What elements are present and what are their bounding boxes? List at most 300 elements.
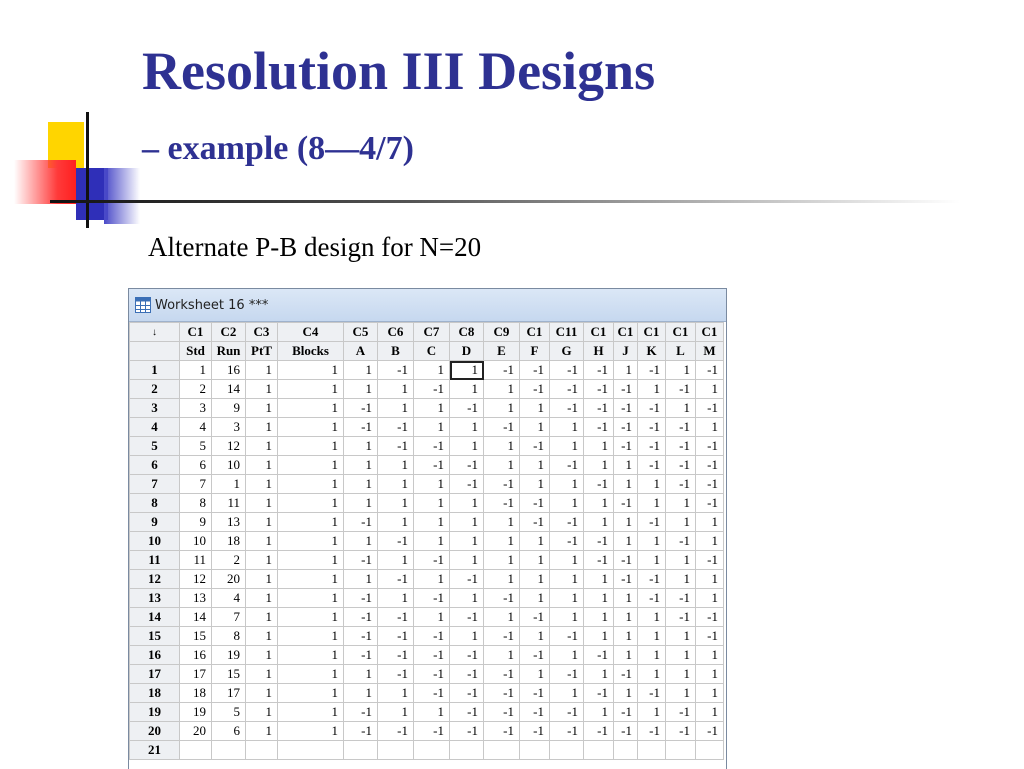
data-cell[interactable]: 1 — [696, 646, 724, 665]
data-cell[interactable]: 1 — [584, 608, 614, 627]
data-cell[interactable]: -1 — [484, 722, 520, 741]
data-cell[interactable]: 1 — [584, 589, 614, 608]
data-cell[interactable]: -1 — [344, 418, 378, 437]
row-number[interactable]: 8 — [130, 494, 180, 513]
data-cell[interactable]: -1 — [696, 608, 724, 627]
data-cell[interactable]: 1 — [614, 361, 638, 380]
data-cell[interactable]: -1 — [520, 722, 550, 741]
data-cell[interactable]: -1 — [450, 608, 484, 627]
data-cell[interactable]: 1 — [484, 399, 520, 418]
data-cell[interactable]: -1 — [520, 380, 550, 399]
data-cell[interactable]: -1 — [550, 703, 584, 722]
data-cell[interactable]: 1 — [550, 551, 584, 570]
data-cell[interactable]: 1 — [278, 570, 344, 589]
data-cell[interactable]: 1 — [520, 399, 550, 418]
row-number[interactable]: 17 — [130, 665, 180, 684]
data-cell[interactable]: 1 — [550, 646, 584, 665]
data-cell[interactable]: 1 — [666, 570, 696, 589]
data-cell[interactable]: 1 — [278, 627, 344, 646]
column-name-cell[interactable]: H — [584, 342, 614, 361]
column-header[interactable]: C1 — [180, 323, 212, 342]
data-cell[interactable]: -1 — [450, 684, 484, 703]
data-cell[interactable]: 1 — [614, 475, 638, 494]
data-cell[interactable]: -1 — [378, 437, 414, 456]
data-cell[interactable]: 1 — [378, 703, 414, 722]
data-cell[interactable]: 1 — [584, 513, 614, 532]
data-cell[interactable]: 1 — [584, 494, 614, 513]
data-cell[interactable]: 1 — [278, 551, 344, 570]
data-cell[interactable]: 1 — [378, 684, 414, 703]
data-cell[interactable]: 1 — [246, 570, 278, 589]
data-cell[interactable]: -1 — [484, 665, 520, 684]
column-header[interactable]: C9 — [484, 323, 520, 342]
data-cell[interactable]: 4 — [180, 418, 212, 437]
data-cell[interactable]: -1 — [520, 608, 550, 627]
data-cell[interactable]: 1 — [666, 399, 696, 418]
data-cell[interactable]: -1 — [584, 418, 614, 437]
data-cell[interactable]: 1 — [246, 456, 278, 475]
data-cell[interactable]: 1 — [520, 475, 550, 494]
data-cell[interactable]: 10 — [212, 456, 246, 475]
data-cell[interactable]: 1 — [246, 361, 278, 380]
data-cell[interactable]: -1 — [584, 361, 614, 380]
data-cell[interactable]: 1 — [638, 608, 666, 627]
data-cell[interactable]: -1 — [450, 722, 484, 741]
data-cell[interactable]: 1 — [550, 684, 584, 703]
data-cell[interactable]: -1 — [520, 437, 550, 456]
data-cell[interactable]: 1 — [696, 589, 724, 608]
data-cell[interactable]: -1 — [414, 551, 450, 570]
column-header[interactable]: C1 — [696, 323, 724, 342]
data-cell[interactable]: 1 — [344, 437, 378, 456]
row-number[interactable]: 4 — [130, 418, 180, 437]
data-cell[interactable]: 1 — [450, 532, 484, 551]
data-cell[interactable]: -1 — [584, 532, 614, 551]
data-cell[interactable]: -1 — [614, 722, 638, 741]
data-cell[interactable]: 1 — [278, 589, 344, 608]
column-header[interactable]: C11 — [550, 323, 584, 342]
data-cell[interactable]: 12 — [180, 570, 212, 589]
data-cell[interactable]: 13 — [212, 513, 246, 532]
data-cell[interactable]: 1 — [550, 437, 584, 456]
data-cell[interactable]: -1 — [550, 722, 584, 741]
data-cell[interactable]: 1 — [550, 608, 584, 627]
selected-cell[interactable]: 1 — [450, 361, 484, 380]
data-cell[interactable]: -1 — [614, 380, 638, 399]
data-cell[interactable]: 1 — [666, 684, 696, 703]
data-cell[interactable]: 1 — [344, 475, 378, 494]
data-cell[interactable]: -1 — [414, 684, 450, 703]
data-cell[interactable]: -1 — [450, 456, 484, 475]
data-cell[interactable]: -1 — [344, 722, 378, 741]
data-cell[interactable]: -1 — [550, 399, 584, 418]
data-cell[interactable]: -1 — [550, 513, 584, 532]
data-cell[interactable]: 1 — [414, 608, 450, 627]
data-cell[interactable]: 1 — [666, 665, 696, 684]
data-cell[interactable]: -1 — [450, 570, 484, 589]
data-cell[interactable]: -1 — [378, 570, 414, 589]
data-cell[interactable]: -1 — [414, 380, 450, 399]
column-name-cell[interactable]: Run — [212, 342, 246, 361]
data-cell[interactable]: 1 — [246, 532, 278, 551]
data-cell[interactable]: 1 — [484, 513, 520, 532]
data-cell[interactable]: 1 — [414, 703, 450, 722]
column-name-cell[interactable]: B — [378, 342, 414, 361]
data-cell[interactable]: 1 — [344, 494, 378, 513]
data-cell[interactable]: 1 — [666, 513, 696, 532]
data-cell[interactable]: 1 — [278, 437, 344, 456]
data-cell[interactable]: 1 — [520, 456, 550, 475]
data-cell[interactable]: -1 — [484, 418, 520, 437]
row-number[interactable]: 18 — [130, 684, 180, 703]
row-number[interactable]: 19 — [130, 703, 180, 722]
data-cell[interactable]: 1 — [614, 532, 638, 551]
data-cell[interactable]: 1 — [696, 665, 724, 684]
data-cell[interactable]: -1 — [666, 418, 696, 437]
data-cell[interactable]: 1 — [484, 380, 520, 399]
data-cell[interactable]: -1 — [344, 646, 378, 665]
data-cell[interactable]: 1 — [278, 646, 344, 665]
column-name-cell[interactable]: A — [344, 342, 378, 361]
data-cell[interactable]: 1 — [278, 361, 344, 380]
data-cell[interactable] — [550, 741, 584, 760]
data-cell[interactable]: 3 — [212, 418, 246, 437]
data-cell[interactable] — [614, 741, 638, 760]
data-cell[interactable]: -1 — [584, 399, 614, 418]
column-header[interactable]: C8 — [450, 323, 484, 342]
data-cell[interactable]: 1 — [414, 494, 450, 513]
data-cell[interactable]: -1 — [450, 399, 484, 418]
data-cell[interactable]: -1 — [378, 665, 414, 684]
data-cell[interactable] — [484, 741, 520, 760]
column-name-cell[interactable]: L — [666, 342, 696, 361]
column-name-cell[interactable]: C — [414, 342, 450, 361]
data-cell[interactable]: 1 — [484, 456, 520, 475]
data-cell[interactable]: 1 — [550, 589, 584, 608]
worksheet-grid[interactable] — [129, 322, 724, 760]
data-cell[interactable]: 1 — [614, 608, 638, 627]
data-cell[interactable]: -1 — [344, 399, 378, 418]
data-cell[interactable]: 8 — [180, 494, 212, 513]
data-cell[interactable]: -1 — [344, 627, 378, 646]
data-cell[interactable]: -1 — [484, 703, 520, 722]
data-cell[interactable]: -1 — [614, 703, 638, 722]
data-cell[interactable]: 1 — [550, 570, 584, 589]
data-cell[interactable]: 1 — [520, 570, 550, 589]
data-cell[interactable]: 1 — [278, 475, 344, 494]
corner-arrow-icon[interactable]: ↓ — [130, 323, 180, 342]
column-header[interactable]: C1 — [584, 323, 614, 342]
data-cell[interactable]: -1 — [378, 608, 414, 627]
data-cell[interactable] — [696, 741, 724, 760]
data-cell[interactable]: 1 — [450, 437, 484, 456]
data-cell[interactable]: 1 — [520, 627, 550, 646]
data-cell[interactable]: 1 — [484, 532, 520, 551]
data-cell[interactable]: 1 — [666, 361, 696, 380]
data-cell[interactable]: -1 — [584, 551, 614, 570]
column-name-cell[interactable]: D — [450, 342, 484, 361]
data-cell[interactable]: -1 — [584, 475, 614, 494]
data-cell[interactable]: 1 — [246, 380, 278, 399]
data-cell[interactable]: -1 — [550, 627, 584, 646]
data-cell[interactable]: 10 — [180, 532, 212, 551]
data-cell[interactable]: 1 — [246, 475, 278, 494]
data-cell[interactable]: 1 — [484, 551, 520, 570]
column-header[interactable]: C1 — [614, 323, 638, 342]
data-cell[interactable]: 1 — [614, 513, 638, 532]
data-cell[interactable]: -1 — [378, 418, 414, 437]
data-cell[interactable]: 1 — [378, 494, 414, 513]
data-cell[interactable]: -1 — [484, 684, 520, 703]
data-cell[interactable]: 1 — [450, 494, 484, 513]
data-cell[interactable]: 1 — [278, 665, 344, 684]
column-name-cell[interactable]: Blocks — [278, 342, 344, 361]
data-cell[interactable]: 1 — [696, 570, 724, 589]
data-cell[interactable]: 1 — [344, 456, 378, 475]
column-header[interactable]: C1 — [520, 323, 550, 342]
data-cell[interactable]: 1 — [696, 532, 724, 551]
data-cell[interactable]: 1 — [584, 570, 614, 589]
data-cell[interactable]: 14 — [212, 380, 246, 399]
data-cell[interactable]: 1 — [344, 532, 378, 551]
data-cell[interactable]: 16 — [180, 646, 212, 665]
data-cell[interactable]: -1 — [520, 361, 550, 380]
data-cell[interactable]: 1 — [246, 437, 278, 456]
column-header[interactable]: C2 — [212, 323, 246, 342]
data-cell[interactable]: -1 — [520, 684, 550, 703]
row-number[interactable]: 13 — [130, 589, 180, 608]
data-cell[interactable]: 1 — [638, 494, 666, 513]
data-cell[interactable]: -1 — [484, 589, 520, 608]
data-cell[interactable]: 9 — [212, 399, 246, 418]
data-cell[interactable]: 1 — [666, 627, 696, 646]
data-cell[interactable]: 1 — [246, 418, 278, 437]
data-cell[interactable]: 1 — [246, 513, 278, 532]
row-number[interactable]: 6 — [130, 456, 180, 475]
data-cell[interactable]: 1 — [614, 456, 638, 475]
data-cell[interactable]: 1 — [520, 418, 550, 437]
column-header[interactable]: C3 — [246, 323, 278, 342]
data-cell[interactable]: 1 — [484, 608, 520, 627]
data-cell[interactable]: -1 — [666, 475, 696, 494]
row-number[interactable]: 1 — [130, 361, 180, 380]
data-cell[interactable]: -1 — [696, 551, 724, 570]
data-cell[interactable]: 19 — [212, 646, 246, 665]
data-cell[interactable]: 1 — [696, 684, 724, 703]
row-number[interactable]: 14 — [130, 608, 180, 627]
data-cell[interactable]: -1 — [696, 456, 724, 475]
data-cell[interactable]: -1 — [614, 418, 638, 437]
column-header[interactable]: C6 — [378, 323, 414, 342]
data-cell[interactable]: -1 — [414, 646, 450, 665]
data-cell[interactable]: 1 — [278, 532, 344, 551]
data-cell[interactable]: 1 — [414, 418, 450, 437]
data-cell[interactable]: 1 — [278, 684, 344, 703]
data-cell[interactable]: 13 — [180, 589, 212, 608]
data-cell[interactable]: 1 — [614, 646, 638, 665]
data-cell[interactable]: 7 — [180, 475, 212, 494]
data-cell[interactable]: -1 — [344, 703, 378, 722]
data-cell[interactable]: 7 — [212, 608, 246, 627]
data-cell[interactable]: -1 — [696, 437, 724, 456]
data-cell[interactable]: 1 — [246, 684, 278, 703]
data-cell[interactable]: 1 — [212, 475, 246, 494]
row-number[interactable]: 12 — [130, 570, 180, 589]
column-header[interactable]: C1 — [638, 323, 666, 342]
data-cell[interactable] — [520, 741, 550, 760]
data-cell[interactable]: 3 — [180, 399, 212, 418]
data-cell[interactable]: -1 — [414, 589, 450, 608]
data-cell[interactable]: 1 — [666, 646, 696, 665]
data-cell[interactable]: 1 — [614, 684, 638, 703]
column-header[interactable]: C7 — [414, 323, 450, 342]
data-cell[interactable]: 17 — [180, 665, 212, 684]
data-cell[interactable]: -1 — [614, 570, 638, 589]
data-cell[interactable]: 1 — [484, 646, 520, 665]
data-cell[interactable]: 1 — [484, 437, 520, 456]
data-cell[interactable]: -1 — [520, 494, 550, 513]
data-cell[interactable]: 1 — [614, 627, 638, 646]
data-cell[interactable]: -1 — [484, 475, 520, 494]
data-cell[interactable]: -1 — [638, 684, 666, 703]
column-name-cell[interactable]: G — [550, 342, 584, 361]
data-cell[interactable]: -1 — [666, 437, 696, 456]
row-number[interactable]: 7 — [130, 475, 180, 494]
data-cell[interactable]: 1 — [584, 437, 614, 456]
data-cell[interactable]: 1 — [666, 551, 696, 570]
data-cell[interactable]: -1 — [614, 494, 638, 513]
data-cell[interactable]: -1 — [450, 703, 484, 722]
data-cell[interactable]: 18 — [180, 684, 212, 703]
data-cell[interactable]: 1 — [246, 551, 278, 570]
data-cell[interactable]: 20 — [212, 570, 246, 589]
data-cell[interactable]: -1 — [666, 589, 696, 608]
data-cell[interactable]: -1 — [414, 722, 450, 741]
row-number[interactable]: 11 — [130, 551, 180, 570]
data-cell[interactable]: 4 — [212, 589, 246, 608]
data-cell[interactable]: 1 — [278, 494, 344, 513]
data-cell[interactable]: -1 — [414, 627, 450, 646]
data-cell[interactable] — [378, 741, 414, 760]
data-cell[interactable]: 1 — [344, 361, 378, 380]
column-name-cell[interactable]: PtT — [246, 342, 278, 361]
data-cell[interactable]: -1 — [484, 494, 520, 513]
data-cell[interactable]: 1 — [666, 494, 696, 513]
data-cell[interactable]: 1 — [278, 380, 344, 399]
data-cell[interactable]: 1 — [450, 380, 484, 399]
data-cell[interactable]: 6 — [180, 456, 212, 475]
data-cell[interactable]: 1 — [638, 627, 666, 646]
data-cell[interactable]: 1 — [584, 627, 614, 646]
data-cell[interactable]: 1 — [414, 361, 450, 380]
data-cell[interactable]: -1 — [520, 513, 550, 532]
data-cell[interactable]: 5 — [180, 437, 212, 456]
data-cell[interactable]: -1 — [414, 437, 450, 456]
data-cell[interactable]: -1 — [550, 665, 584, 684]
data-cell[interactable]: -1 — [378, 361, 414, 380]
data-cell[interactable]: 1 — [450, 627, 484, 646]
data-cell[interactable]: 1 — [344, 665, 378, 684]
data-cell[interactable]: 2 — [180, 380, 212, 399]
data-cell[interactable]: 1 — [414, 513, 450, 532]
row-number[interactable]: 2 — [130, 380, 180, 399]
data-cell[interactable]: 1 — [414, 399, 450, 418]
data-cell[interactable]: 1 — [180, 361, 212, 380]
data-cell[interactable]: 1 — [278, 418, 344, 437]
data-cell[interactable]: 1 — [278, 722, 344, 741]
column-name-cell[interactable]: F — [520, 342, 550, 361]
row-number[interactable]: 20 — [130, 722, 180, 741]
data-cell[interactable]: -1 — [378, 722, 414, 741]
data-cell[interactable]: -1 — [696, 475, 724, 494]
data-cell[interactable]: -1 — [378, 532, 414, 551]
data-cell[interactable]: 1 — [378, 513, 414, 532]
data-cell[interactable]: -1 — [450, 665, 484, 684]
column-header[interactable]: C1 — [666, 323, 696, 342]
data-cell[interactable]: 1 — [584, 703, 614, 722]
data-cell[interactable]: -1 — [550, 532, 584, 551]
column-name-cell[interactable]: J — [614, 342, 638, 361]
data-cell[interactable]: -1 — [638, 361, 666, 380]
data-cell[interactable]: 1 — [378, 551, 414, 570]
data-cell[interactable]: -1 — [484, 627, 520, 646]
column-header[interactable]: C5 — [344, 323, 378, 342]
data-cell[interactable]: -1 — [550, 456, 584, 475]
row-number[interactable]: 16 — [130, 646, 180, 665]
data-cell[interactable]: 1 — [278, 703, 344, 722]
data-cell[interactable]: 11 — [212, 494, 246, 513]
data-cell[interactable]: 9 — [180, 513, 212, 532]
row-number[interactable]: 5 — [130, 437, 180, 456]
data-cell[interactable]: 1 — [584, 456, 614, 475]
data-cell[interactable]: -1 — [550, 361, 584, 380]
data-cell[interactable]: -1 — [584, 646, 614, 665]
data-cell[interactable]: -1 — [344, 551, 378, 570]
data-cell[interactable]: -1 — [696, 494, 724, 513]
data-cell[interactable]: 20 — [180, 722, 212, 741]
data-cell[interactable]: -1 — [584, 722, 614, 741]
data-cell[interactable]: 1 — [638, 703, 666, 722]
data-cell[interactable]: 17 — [212, 684, 246, 703]
data-cell[interactable]: 1 — [378, 475, 414, 494]
data-cell[interactable]: 1 — [638, 532, 666, 551]
column-name-cell[interactable]: K — [638, 342, 666, 361]
data-cell[interactable]: 1 — [520, 551, 550, 570]
data-cell[interactable]: -1 — [696, 361, 724, 380]
data-cell[interactable]: -1 — [344, 513, 378, 532]
data-cell[interactable]: 1 — [484, 570, 520, 589]
data-cell[interactable] — [212, 741, 246, 760]
data-cell[interactable]: -1 — [550, 380, 584, 399]
data-cell[interactable]: 1 — [378, 456, 414, 475]
data-cell[interactable]: 1 — [378, 589, 414, 608]
data-cell[interactable]: 1 — [638, 475, 666, 494]
data-cell[interactable]: 1 — [246, 589, 278, 608]
data-cell[interactable] — [584, 741, 614, 760]
data-cell[interactable]: -1 — [614, 437, 638, 456]
column-name-cell[interactable]: M — [696, 342, 724, 361]
data-cell[interactable]: 1 — [450, 418, 484, 437]
data-cell[interactable]: -1 — [638, 722, 666, 741]
data-cell[interactable]: -1 — [484, 361, 520, 380]
worksheet-window[interactable] — [128, 288, 727, 769]
data-cell[interactable]: 1 — [638, 646, 666, 665]
data-cell[interactable]: -1 — [584, 380, 614, 399]
data-cell[interactable]: 1 — [614, 589, 638, 608]
data-cell[interactable]: 1 — [278, 399, 344, 418]
data-cell[interactable]: -1 — [666, 703, 696, 722]
data-cell[interactable] — [450, 741, 484, 760]
